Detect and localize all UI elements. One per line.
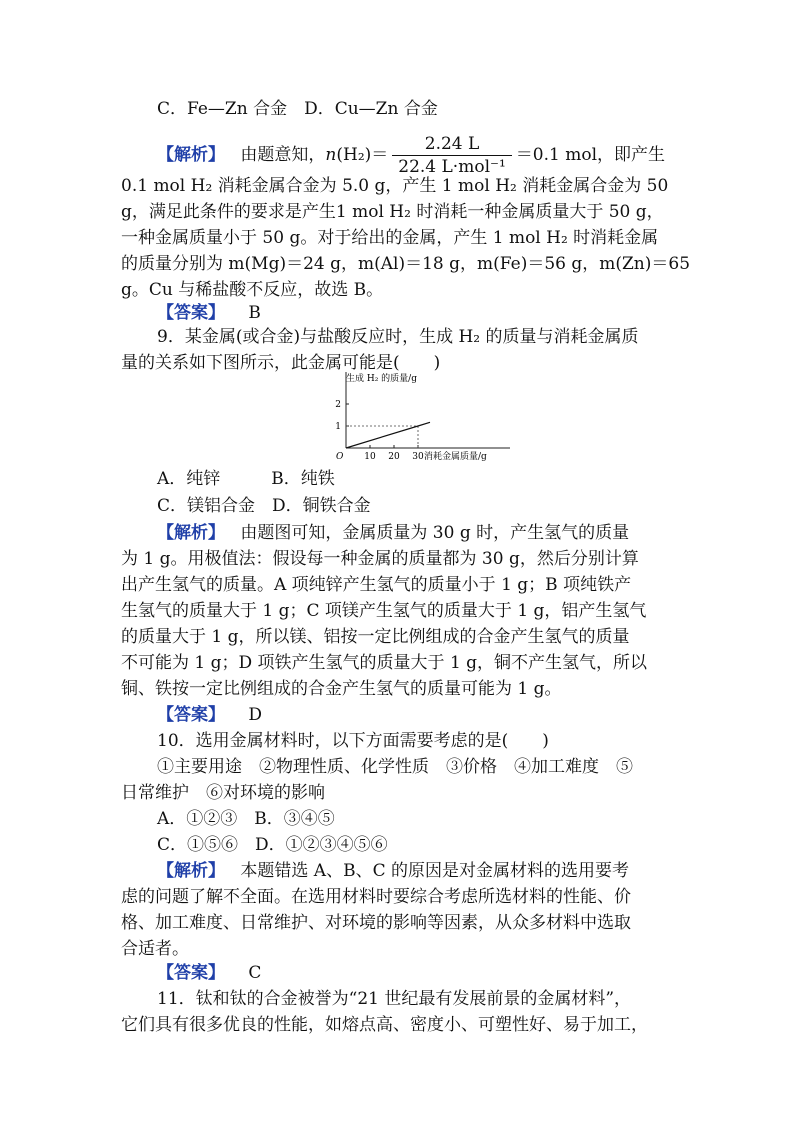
- q9-analysis-line-4: 生氢气的质量大于 1 g；C 项镁产生氢气的质量大于 1 g，铝产生氢气: [121, 601, 647, 621]
- q8-answer: [157, 300, 261, 326]
- n-argument: (H₂)＝: [336, 145, 389, 165]
- q11-stem-line-1: 11．钛和钛的合金被誉为“21 世纪最有发展前景的金属材料”，: [157, 989, 632, 1009]
- analysis-text: ＝0.1 mol，即产生: [515, 145, 666, 165]
- q8-analysis-line-1: [157, 133, 665, 178]
- chart-origin-label: O: [336, 452, 344, 462]
- answer-value: C: [248, 963, 262, 983]
- q8-analysis-line-4: 一种金属质量小于 50 g。对于给出的金属，产生 1 mol H₂ 时消耗金属: [121, 228, 659, 248]
- fraction-numerator: 2.24 L: [392, 133, 512, 156]
- answer-tag: 【答案】: [157, 963, 225, 983]
- n-variable: n: [325, 145, 337, 165]
- fraction: [392, 133, 512, 178]
- q10-answer: [157, 960, 261, 986]
- q8-analysis-line-6: g。Cu 与稀盐酸不反应，故选 B。: [121, 280, 384, 300]
- q10-stem-line-2: ①主要用途 ②物理性质、化学性质 ③价格 ④加工难度 ⑤: [157, 757, 633, 777]
- q9-answer: [157, 702, 262, 728]
- chart-x-axis-label: 消耗金属质量/g: [424, 452, 487, 462]
- analysis-tag: 【解析】: [157, 145, 225, 165]
- q10-analysis-line-3: 格、加工难度、日常维护、对环境的影响等因素，从众多材料中选取: [121, 913, 631, 933]
- q9-options-ab: A．纯锌 B．纯铁: [157, 469, 335, 489]
- h2-mass-chart: [334, 364, 514, 464]
- q9-analysis-line-5: 的质量大于 1 g，所以镁、铝按一定比例组成的合金产生氢气的质量: [121, 627, 630, 647]
- answer-value: B: [248, 303, 261, 323]
- q8-options-cd: C．Fe—Zn 合金 D．Cu—Zn 合金: [157, 99, 438, 119]
- q9-stem-line-1: 9．某金属(或合金)与盐酸反应时，生成 H₂ 的质量与消耗金属质: [157, 327, 639, 347]
- q9-options-cd: C．镁铝合金 D．铜铁合金: [157, 496, 371, 516]
- chart-x-tick-label: 30: [412, 452, 424, 462]
- q9-analysis-line-1: [157, 520, 629, 546]
- answer-tag: 【答案】: [157, 303, 225, 323]
- q10-analysis-line-2: 虑的问题了解不全面。在选用材料时要综合考虑所选材料的性能、价: [121, 887, 631, 907]
- analysis-text: 由题图可知，金属质量为 30 g 时，产生氢气的质量: [240, 523, 630, 543]
- analysis-tag: 【解析】: [157, 861, 225, 881]
- q11-stem-line-2: 它们具有很多优良的性能，如熔点高、密度小、可塑性好、易于加工，: [121, 1015, 648, 1035]
- fraction-denominator: 22.4 L·mol⁻¹: [398, 157, 506, 177]
- q9-analysis-line-2: 为 1 g。用极值法：假设每一种金属的质量都为 30 g，然后分别计算: [121, 549, 639, 569]
- analysis-tag: 【解析】: [157, 523, 225, 543]
- answer-tag: 【答案】: [157, 705, 225, 725]
- q9-analysis-line-3: 出产生氢气的质量。A 项纯锌产生氢气的质量小于 1 g；B 项纯铁产: [121, 575, 632, 595]
- q10-stem-line-3: 日常维护 ⑥对环境的影响: [121, 783, 325, 803]
- chart-x-tick-label: 10: [364, 452, 376, 462]
- answer-value: D: [248, 705, 263, 725]
- chart-y-tick-label: 2: [335, 400, 341, 410]
- chart-y-axis-label: 生成 H₂ 的质量/g: [346, 374, 417, 384]
- analysis-text: 本题错选 A、B、C 的原因是对金属材料的选用要考: [240, 861, 629, 881]
- q10-analysis-line-1: [157, 858, 629, 884]
- chart-x-tick-label: 20: [388, 452, 400, 462]
- q9-analysis-line-7: 铜、铁按一定比例组成的合金产生氢气的质量可能为 1 g。: [121, 679, 562, 699]
- q9-stem-line-2: 量的关系如下图所示，此金属可能是( ): [121, 353, 441, 373]
- q8-analysis-line-3: g，满足此条件的要求是产生1 mol H₂ 时消耗一种金属质量大于 50 g，: [121, 202, 664, 222]
- analysis-text: 由题意知，: [240, 145, 326, 165]
- q10-analysis-line-4: 合适者。: [121, 939, 189, 959]
- chart-y-tick-label: 1: [335, 422, 341, 432]
- q10-options-ab: A．①②③ B．③④⑤: [157, 809, 335, 829]
- q10-options-cd: C．①⑤⑥ D．①②③④⑤⑥: [157, 835, 388, 855]
- q9-analysis-line-6: 不可能为 1 g；D 项铁产生氢气的质量大于 1 g，铜不产生氢气，所以: [121, 653, 648, 673]
- q10-stem-line-1: 10．选用金属材料时，以下方面需要考虑的是( ): [157, 731, 549, 751]
- q8-analysis-line-5: 的质量分别为 m(Mg)＝24 g，m(Al)＝18 g，m(Fe)＝56 g，m(Zn)＝65: [121, 254, 691, 274]
- q8-analysis-line-2: 0.1 mol H₂ 消耗金属合金为 5.0 g，产生 1 mol H₂ 消耗金属合金为 50: [121, 176, 669, 196]
